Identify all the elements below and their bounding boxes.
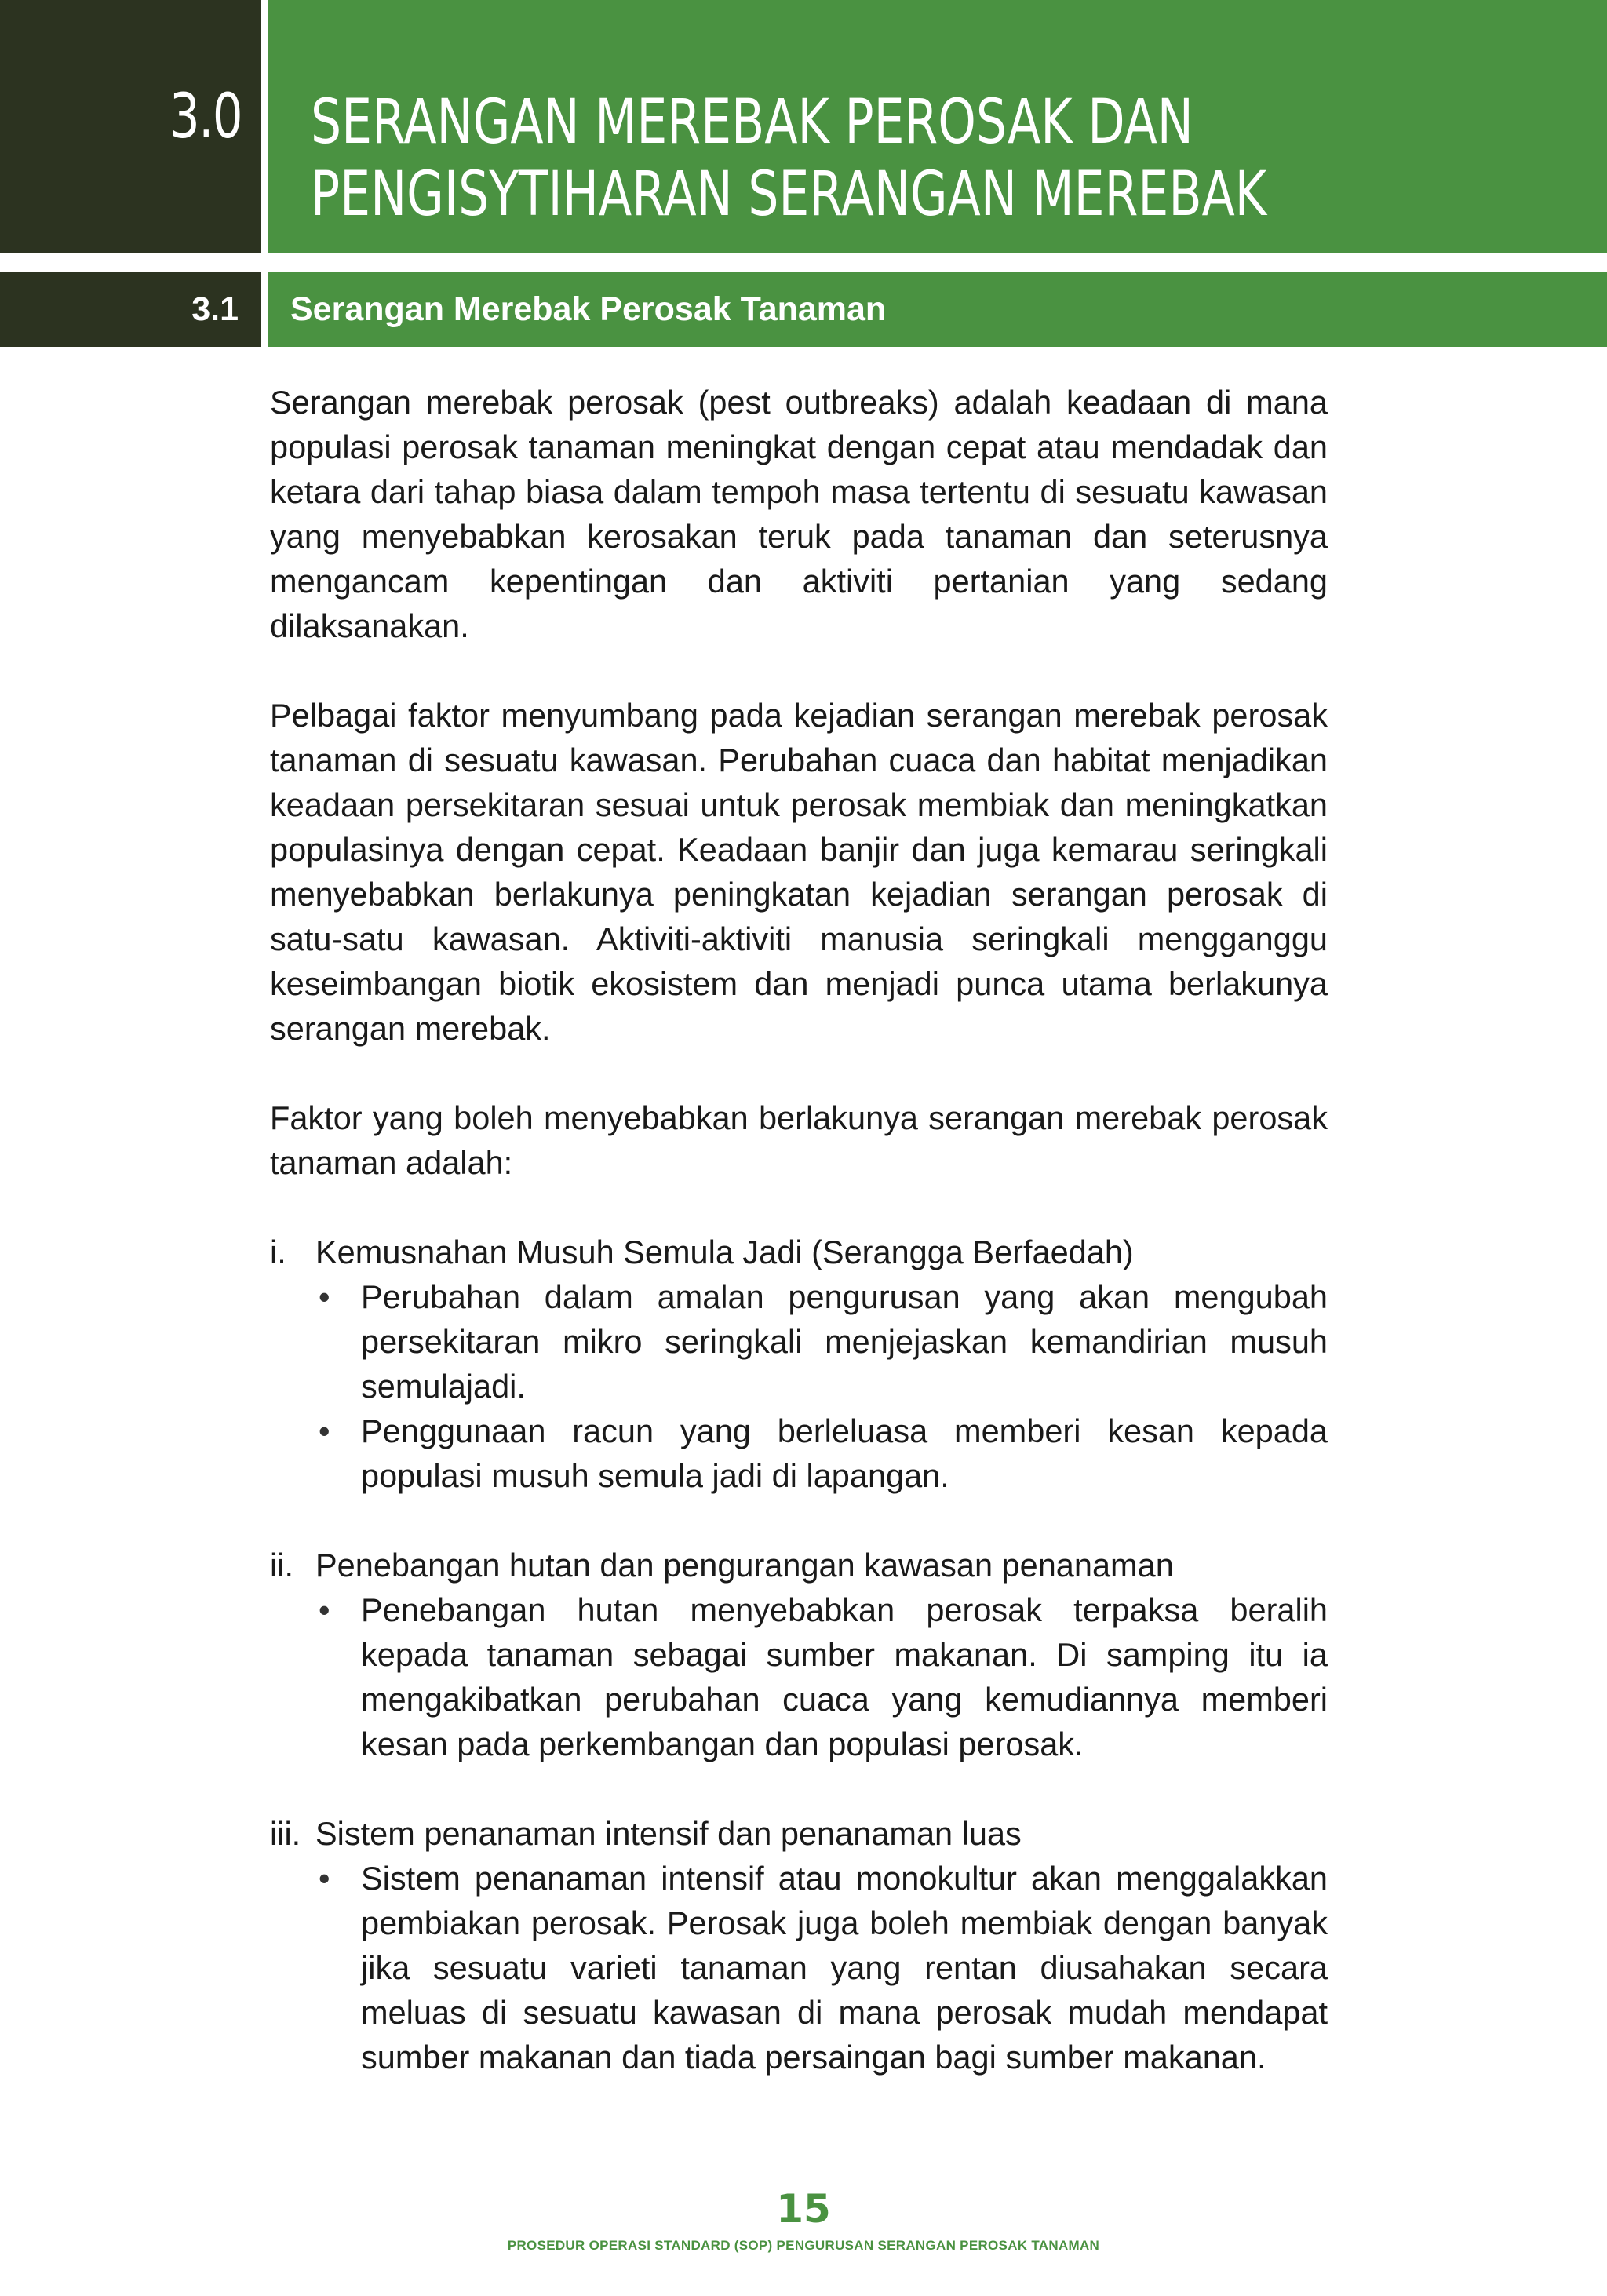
chapter-title-block [268,0,1607,253]
factor-heading-text: Sistem penanaman intensif dan penanaman luas [315,1815,1022,1852]
chapter-number-block [0,0,261,253]
bullet-dot-icon: • [319,1278,330,1315]
bullet-item [315,1274,1328,1409]
bullet-item [315,1587,1328,1766]
factor-heading-text: Penebangan hutan dan pengurangan kawasan penanaman [315,1547,1174,1584]
factor-bullet-list [270,1587,1328,1766]
paragraph-factor-intro: Faktor yang boleh menyebabkan berlakunya serangan merebak perosak tanaman adalah: [270,1099,1328,1181]
bullet-text: Sistem penanaman intensif atau monokultur akan menggalakkan pembiakan perosak. Perosak juga boleh membiak dengan banyak jika sesuatu varieti tanaman yang rentan diusahakan secara meluas di sesuatu kawasan di mana perosak mudah mendapat sumber makanan dan tiada persaingan bagi sumber makanan. [361,1860,1328,2076]
chapter-title [311,86,1266,231]
factor-item-2 [270,1543,1328,1766]
factor-numeral: i. [270,1234,286,1270]
chapter-title-line-2: PENGISYTIHARAN SERANGAN MEREBAK [311,159,1267,230]
chapter-number: 3.0 [169,82,242,152]
factor-numeral: ii. [270,1547,293,1584]
factor-item-3 [270,1811,1328,2079]
paragraph-definition: Serangan merebak perosak (pest outbreaks) adalah keadaan di mana populasi perosak tanaman meningkat dengan cepat atau mendadak dan ketara dari tahap biasa dalam tempoh masa tertentu di sesuatu kawasan yang menyebabkan kerosakan teruk pada tanaman dan seterusnya mengancam kepentingan dan aktiviti pertanian yang sedang dilaksanakan. [270,384,1328,644]
factor-heading [270,1811,1328,1856]
body-content [270,380,1328,2124]
factor-heading-text: Kemusnahan Musuh Semula Jadi (Serangga Berfaedah) [315,1234,1134,1270]
bullet-dot-icon: • [319,1412,330,1449]
section-number-block [0,272,261,347]
bullet-dot-icon: • [319,1591,330,1628]
factor-heading [270,1543,1328,1587]
factor-bullet-list [270,1274,1328,1498]
bullet-item [315,1856,1328,2079]
section-title-block [268,272,1607,347]
page-number: 15 [776,2186,831,2232]
factor-item-1 [270,1230,1328,1498]
running-footer-title: PROSEDUR OPERASI STANDARD (SOP) PENGURUSAN SERANGAN PEROSAK TANAMAN [507,2238,1100,2253]
factor-heading [270,1230,1328,1274]
bullet-dot-icon: • [319,1860,330,1897]
chapter-title-line-1: SERANGAN MEREBAK PEROSAK DAN [311,87,1193,158]
paragraph-contributing-factors: Pelbagai faktor menyumbang pada kejadian serangan merebak perosak tanaman di sesuatu kawasan. Perubahan cuaca dan habitat menjadikan keadaan persekitaran sesuai untuk perosak membiak dan meningkatkan populasinya dengan cepat. Keadaan banjir dan juga kemarau seringkali menyebabkan berlakunya peningkatan kejadian serangan perosak di satu-satu kawasan. Aktiviti-aktiviti manusia seringkali mengganggu keseimbangan biotik ekosistem dan menjadi punca utama berlakunya serangan merebak. [270,697,1328,1047]
factor-bullet-list [270,1856,1328,2079]
bullet-text: Perubahan dalam amalan pengurusan yang akan mengubah persekitaran mikro seringkali menjejaskan kemandirian musuh semulajadi. [361,1278,1328,1405]
factor-numeral: iii. [270,1815,301,1852]
bullet-item [315,1409,1328,1498]
section-title: Serangan Merebak Perosak Tanaman [290,290,887,328]
bullet-text: Penebangan hutan menyebabkan perosak terpaksa beralih kepada tanaman sebagai sumber makanan. Di samping itu ia mengakibatkan perubahan cuaca yang kemudiannya memberi kesan pada perkembangan dan populasi perosak. [361,1591,1328,1762]
section-number: 3.1 [191,290,239,328]
bullet-text: Penggunaan racun yang berleluasa memberi kesan kepada populasi musuh semula jadi di lapangan. [361,1412,1328,1494]
